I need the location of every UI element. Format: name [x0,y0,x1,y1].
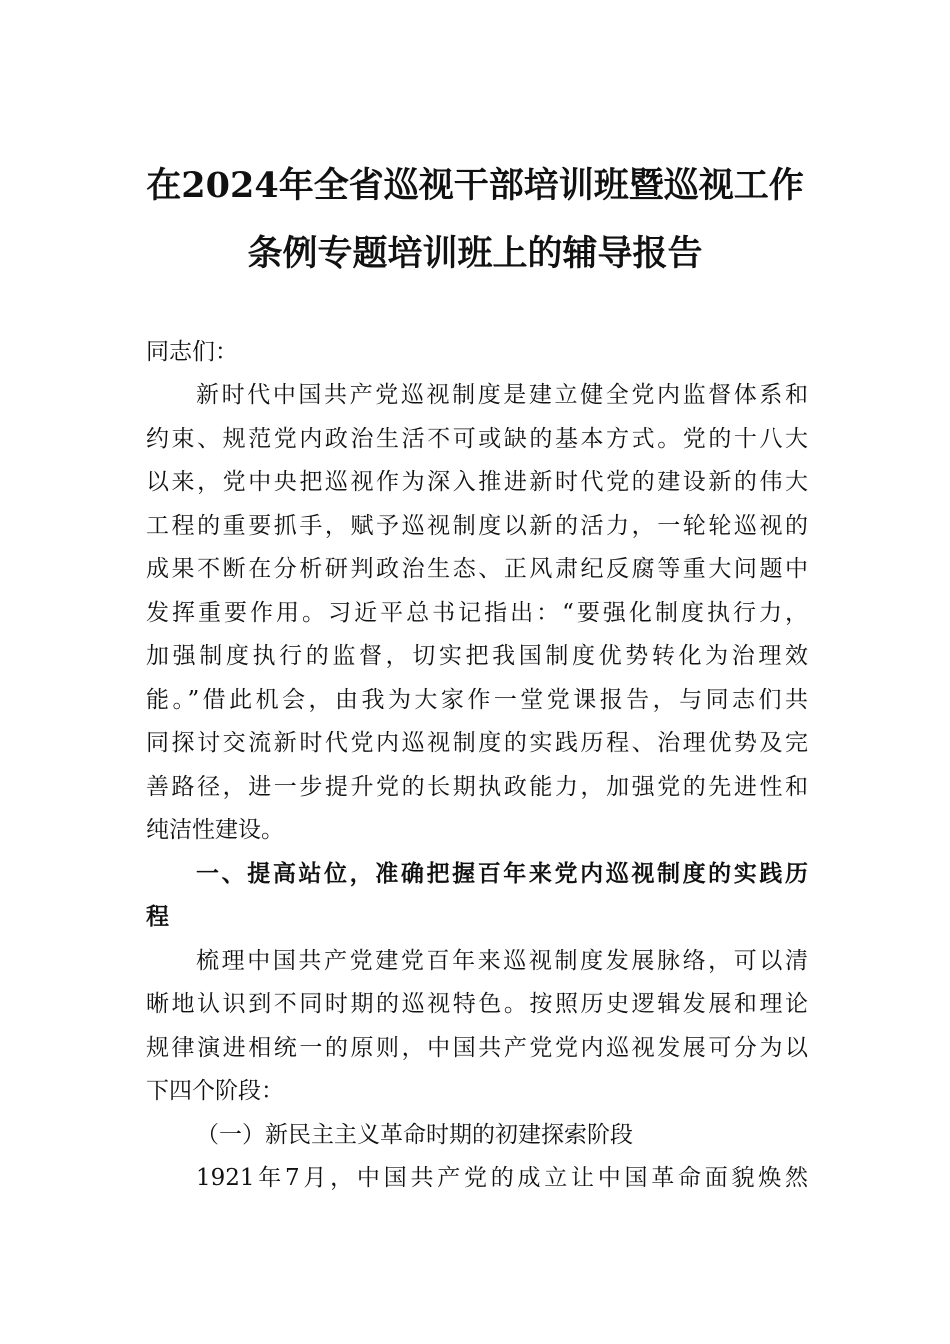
paragraph-line: 加强制度执行的监督，切实把我国制度优势转化为治理效 [146,643,808,669]
paragraph-line: 约束、规范党内政治生活不可或缺的基本方式。党的十八大 [146,426,808,452]
greeting: 同志们： [146,339,238,365]
paragraph-line: 下四个阶段： [146,1078,284,1104]
paragraph-line: 成果不断在分析研判政治生态、正风肃纪反腐等重大问题中 [146,556,808,582]
paragraph-line: 梳理中国共产党建党百年来巡视制度发展脉络，可以清 [196,948,808,974]
paragraph-line: 工程的重要抓手，赋予巡视制度以新的活力，一轮轮巡视的 [146,513,808,539]
paragraph-line: 晰地认识到不同时期的巡视特色。按照历史逻辑发展和理论 [146,991,808,1017]
paragraph-line: 能。”借此机会，由我为大家作一堂党课报告，与同志们共 [146,687,808,713]
section-heading: 程 [146,904,169,930]
paragraph-line: 纯洁性建设。 [146,817,284,843]
paragraph-line: 1921年7月，中国共产党的成立让中国革命面貌焕然 [196,1165,808,1191]
document-title-line-2: 条例专题培训班上的辅导报告 [247,233,703,274]
document-title-line-1: 在2024年全省巡视干部培训班暨巡视工作 [146,165,804,206]
section-heading: 一、提高站位，准确把握百年来党内巡视制度的实践历 [196,861,808,887]
subsection-heading: （一）新民主主义革命时期的初建探索阶段 [196,1122,633,1148]
paragraph-line: 以来，党中央把巡视作为深入推进新时代党的建设新的伟大 [146,469,808,495]
paragraph-line: 发挥重要作用。习近平总书记指出：“要强化制度执行力， [146,600,808,626]
paragraph-line: 善路径，进一步提升党的长期执政能力，加强党的先进性和 [146,774,808,800]
paragraph-line: 新时代中国共产党巡视制度是建立健全党内监督体系和 [196,382,808,408]
paragraph-line: 规律演进相统一的原则，中国共产党党内巡视发展可分为以 [146,1035,808,1061]
paragraph-line: 同探讨交流新时代党内巡视制度的实践历程、治理优势及完 [146,730,808,756]
